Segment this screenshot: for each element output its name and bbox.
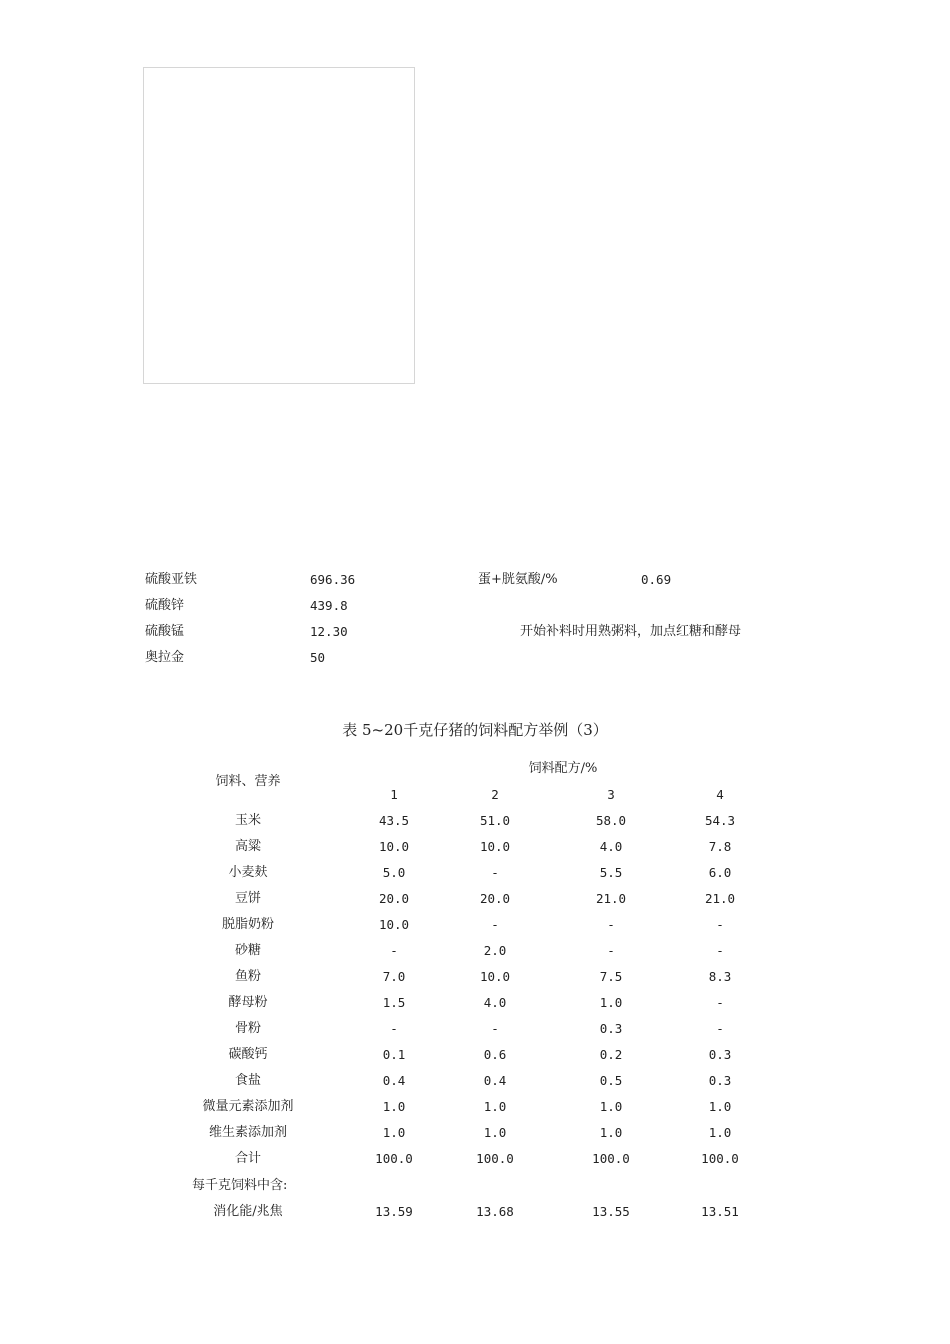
top-row-value: 696.36	[310, 572, 356, 587]
row-label: 碳酸钙	[228, 1047, 268, 1062]
table-cell: 1.0	[382, 1099, 406, 1114]
table-cell: 100.0	[476, 1151, 514, 1166]
nutrient-subheading: 每千克饲料中含:	[192, 1178, 288, 1193]
top-row-name: 奥拉金	[145, 650, 185, 665]
table-caption: 表 5~20千克仔猪的饲料配方举例（3）	[342, 721, 608, 739]
table-cell: 0.3	[708, 1073, 732, 1088]
row-label: 豆饼	[234, 891, 262, 906]
table-cell: 1.0	[599, 1099, 623, 1114]
table-cell: 0.1	[382, 1047, 406, 1062]
column-header: 2	[491, 787, 499, 802]
row-label: 脱脂奶粉	[221, 917, 275, 932]
row-label: 玉米	[234, 813, 262, 828]
top-row-name: 硫酸锌	[145, 598, 185, 613]
top-row-name: 硫酸锰	[145, 624, 185, 639]
table-cell: 0.2	[599, 1047, 623, 1062]
top-row-value: 50	[310, 650, 326, 665]
table-cell: 20.0	[479, 891, 511, 906]
top-row-value: 439.8	[310, 598, 348, 613]
row-label: 合计	[234, 1151, 262, 1166]
column-header: 4	[716, 787, 724, 802]
row-header: 饲料、营养	[215, 774, 281, 789]
table-cell: 0.5	[599, 1073, 623, 1088]
row-label: 鱼粉	[234, 969, 262, 984]
table-cell: -	[716, 1021, 724, 1036]
table-cell: 100.0	[375, 1151, 413, 1166]
table-cell: -	[716, 943, 724, 958]
nutrient-cell: 13.68	[476, 1204, 514, 1219]
table-cell: 0.3	[599, 1021, 623, 1036]
table-cell: 6.0	[708, 865, 732, 880]
table-cell: -	[390, 1021, 398, 1036]
table-cell: -	[491, 865, 499, 880]
table-cell: 58.0	[595, 813, 627, 828]
table-cell: 1.5	[382, 995, 406, 1010]
row-label: 微量元素添加剂	[202, 1099, 294, 1114]
top-row-value: 12.30	[310, 624, 348, 639]
table-cell: 2.0	[483, 943, 507, 958]
table-cell: 1.0	[382, 1125, 406, 1140]
table-cell: 5.0	[382, 865, 406, 880]
nutrient-cell: 13.59	[375, 1204, 413, 1219]
column-header: 1	[390, 787, 398, 802]
table-cell: 7.0	[382, 969, 406, 984]
table-cell: 8.3	[708, 969, 732, 984]
note-text: 开始补料时用熟粥料，加点红糖和酵母	[520, 624, 742, 639]
nutrient-cell: 13.55	[592, 1204, 630, 1219]
row-label: 高粱	[234, 839, 262, 854]
table-cell: 43.5	[378, 813, 410, 828]
table-cell: 7.5	[599, 969, 623, 984]
table-cell: 5.5	[599, 865, 623, 880]
table-cell: 10.0	[378, 839, 410, 854]
row-label: 食盐	[234, 1073, 262, 1088]
table-cell: 0.4	[382, 1073, 406, 1088]
table-cell: 54.3	[704, 813, 736, 828]
nutrient-cell: 13.51	[701, 1204, 739, 1219]
table-cell: 0.3	[708, 1047, 732, 1062]
table-cell: 100.0	[592, 1151, 630, 1166]
column-header: 3	[607, 787, 615, 802]
table-cell: 0.4	[483, 1073, 507, 1088]
table-cell: -	[716, 995, 724, 1010]
group-header: 饲料配方/%	[528, 761, 598, 776]
table-cell: -	[390, 943, 398, 958]
top-row-name: 硫酸亚铁	[145, 572, 198, 587]
table-cell: 20.0	[378, 891, 410, 906]
table-cell: 1.0	[708, 1125, 732, 1140]
table-cell: 1.0	[599, 995, 623, 1010]
table-cell: 21.0	[704, 891, 736, 906]
table-cell: 10.0	[479, 969, 511, 984]
table-cell: -	[491, 1021, 499, 1036]
table-cell: 0.6	[483, 1047, 507, 1062]
blank-image-frame	[143, 67, 415, 384]
row-label: 砂糖	[234, 943, 262, 958]
table-cell: 21.0	[595, 891, 627, 906]
table-cell: 1.0	[483, 1125, 507, 1140]
table-cell: 10.0	[378, 917, 410, 932]
row-label: 骨粉	[234, 1021, 262, 1036]
row-label: 酵母粉	[228, 995, 268, 1010]
row-label: 维生素添加剂	[208, 1125, 288, 1140]
side-pair-label: 蛋+胱氨酸/%	[478, 572, 558, 587]
table-cell: 1.0	[599, 1125, 623, 1140]
table-cell: -	[607, 917, 615, 932]
table-cell: 100.0	[701, 1151, 739, 1166]
table-cell: 4.0	[483, 995, 507, 1010]
table-cell: 1.0	[483, 1099, 507, 1114]
table-cell: 4.0	[599, 839, 623, 854]
side-pair-value: 0.69	[641, 572, 672, 587]
table-cell: 10.0	[479, 839, 511, 854]
table-cell: -	[716, 917, 724, 932]
table-cell: 7.8	[708, 839, 732, 854]
table-cell: 1.0	[708, 1099, 732, 1114]
table-cell: -	[607, 943, 615, 958]
table-cell: 51.0	[479, 813, 511, 828]
table-cell: -	[491, 917, 499, 932]
row-label: 小麦麸	[228, 865, 268, 880]
nutrient-label: 消化能/兆焦	[213, 1204, 283, 1219]
